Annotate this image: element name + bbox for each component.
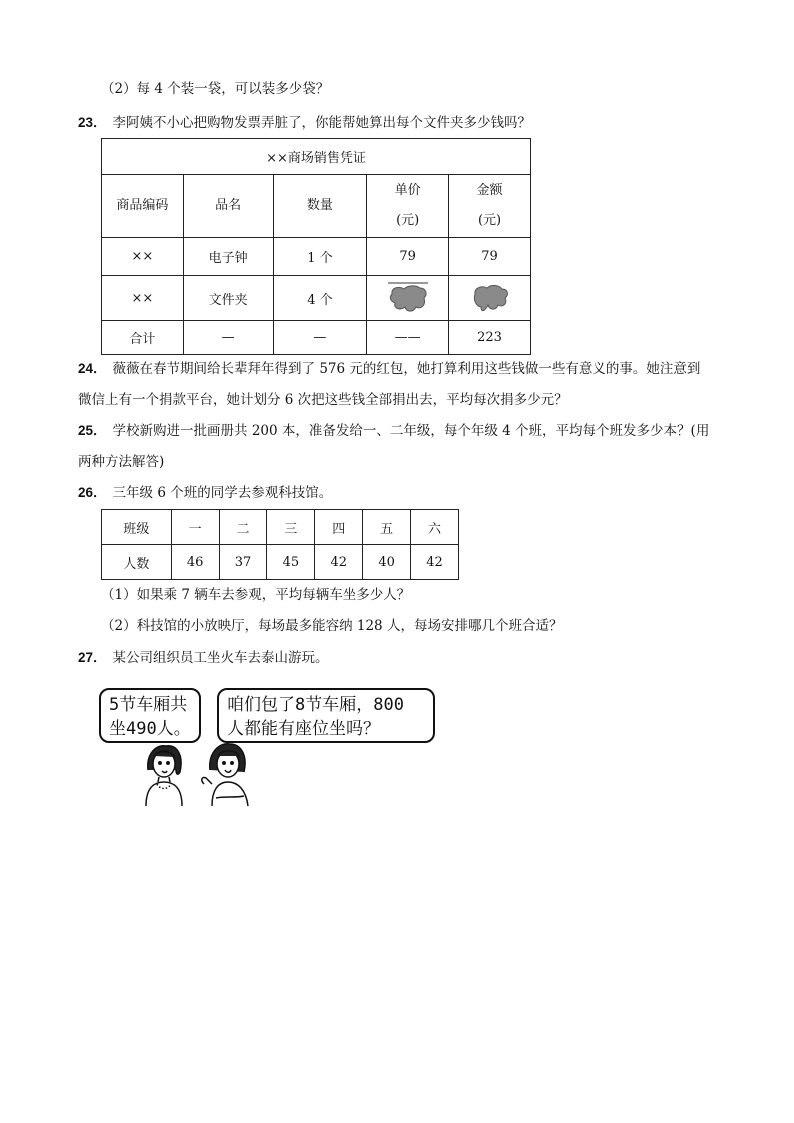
header-price-unit: (元) <box>396 213 420 228</box>
table-row-total <box>102 321 531 355</box>
table-row <box>102 510 459 545</box>
class-cell: 一 <box>171 510 219 545</box>
question-24 <box>78 360 700 378</box>
woman-right-figure <box>202 744 248 806</box>
table-row <box>102 238 531 276</box>
class-count-table <box>101 509 459 580</box>
class-cell: 四 <box>315 510 363 545</box>
question-text: 薇薇在春节期间给长辈拜年得到了 576 元的红包，她打算利用这些钱做一些有意义的事。她注意到 <box>112 361 701 377</box>
receipt-table <box>101 138 531 355</box>
q22-part2: （2）每 4 个装一袋，可以装多少袋？ <box>101 81 330 97</box>
question-24-line2: 微信上有一个捐款平台，她计划分 6 次把这些钱全部捐出去，平均每次捐多少元？ <box>78 392 568 408</box>
bubble-text-line: 咱们包了8节车厢，800 <box>227 695 404 715</box>
woman-left-figure <box>146 746 182 806</box>
bubble-text-line: 5节车厢共 <box>109 695 188 715</box>
table-row <box>102 276 531 321</box>
count-cell: 40 <box>363 545 411 580</box>
question-number: 27． <box>78 650 107 665</box>
question-text: 学校新购进一批画册共 200 本，准备发给一、二年级，每个年级 4 个班，平均每个班发多少本？(用 <box>112 423 710 439</box>
cell-total-qty: — <box>273 321 367 355</box>
header-amount-label: 金额 <box>476 183 503 198</box>
question-number: 25． <box>78 423 107 438</box>
bubble-text-line: 人都能有座位坐吗？ <box>227 719 380 739</box>
bubble-text-line: 坐490人。 <box>109 719 191 739</box>
cell-qty: 4 个 <box>273 276 367 321</box>
header-price-label: 单价 <box>394 183 421 198</box>
question-number: 23． <box>78 115 107 130</box>
class-cell: 六 <box>411 510 459 545</box>
cell-total-price: —— <box>367 321 449 355</box>
question-23 <box>78 114 531 132</box>
header-price <box>367 175 449 238</box>
header-name: 品名 <box>183 175 273 238</box>
speech-bubble-right <box>217 688 435 743</box>
class-cell: 五 <box>363 510 411 545</box>
cell-code: ×× <box>102 238 184 276</box>
header-qty: 数量 <box>273 175 367 238</box>
question-25-line2: 两种方法解答) <box>78 454 165 470</box>
speech-bubble-left <box>99 688 201 743</box>
cell-code: ×× <box>102 276 184 321</box>
count-cell: 37 <box>219 545 267 580</box>
header-code: 商品编码 <box>102 175 184 238</box>
question-25 <box>78 422 709 440</box>
q26-part2: （2）科技馆的小放映厅，每场最多能容纳 128 人，每场安排哪几个班合适？ <box>101 618 563 634</box>
table-row <box>102 545 459 580</box>
question-number: 24． <box>78 361 107 376</box>
cell-amount: 79 <box>449 238 531 276</box>
cell-amount-stain <box>449 276 531 321</box>
question-26 <box>78 484 332 502</box>
cell-price: 79 <box>367 238 449 276</box>
row-label-count: 人数 <box>102 545 172 580</box>
cell-total-name: — <box>183 321 273 355</box>
count-cell: 45 <box>267 545 315 580</box>
question-number: 26． <box>78 485 107 500</box>
q26-part1: （1）如果乘 7 辆车去参观，平均每辆车坐多少人？ <box>101 587 411 603</box>
cell-qty: 1 个 <box>273 238 367 276</box>
class-cell: 二 <box>219 510 267 545</box>
question-text: 某公司组织员工坐火车去泰山游玩。 <box>112 650 329 666</box>
cell-name: 电子钟 <box>183 238 273 276</box>
question-text: 三年级 6 个班的同学去参观科技馆。 <box>112 485 333 501</box>
question-27 <box>78 649 329 667</box>
cell-total-amount: 223 <box>449 321 531 355</box>
header-amount-unit: (元) <box>477 213 502 228</box>
count-cell: 42 <box>315 545 363 580</box>
row-label-class: 班级 <box>102 510 172 545</box>
header-amount <box>449 175 531 238</box>
two-women-illustration <box>140 740 260 810</box>
receipt-title: ××商场销售凭证 <box>102 139 531 175</box>
ink-stain-icon <box>386 280 430 316</box>
cell-price-stain <box>367 276 449 321</box>
ink-stain-icon <box>470 281 510 315</box>
class-cell: 三 <box>267 510 315 545</box>
question-text: 李阿姨不小心把购物发票弄脏了，你能帮她算出每个文件夹多少钱吗？ <box>112 115 532 131</box>
count-cell: 46 <box>171 545 219 580</box>
cell-total-label: 合计 <box>102 321 184 355</box>
count-cell: 42 <box>411 545 459 580</box>
cell-name: 文件夹 <box>183 276 273 321</box>
